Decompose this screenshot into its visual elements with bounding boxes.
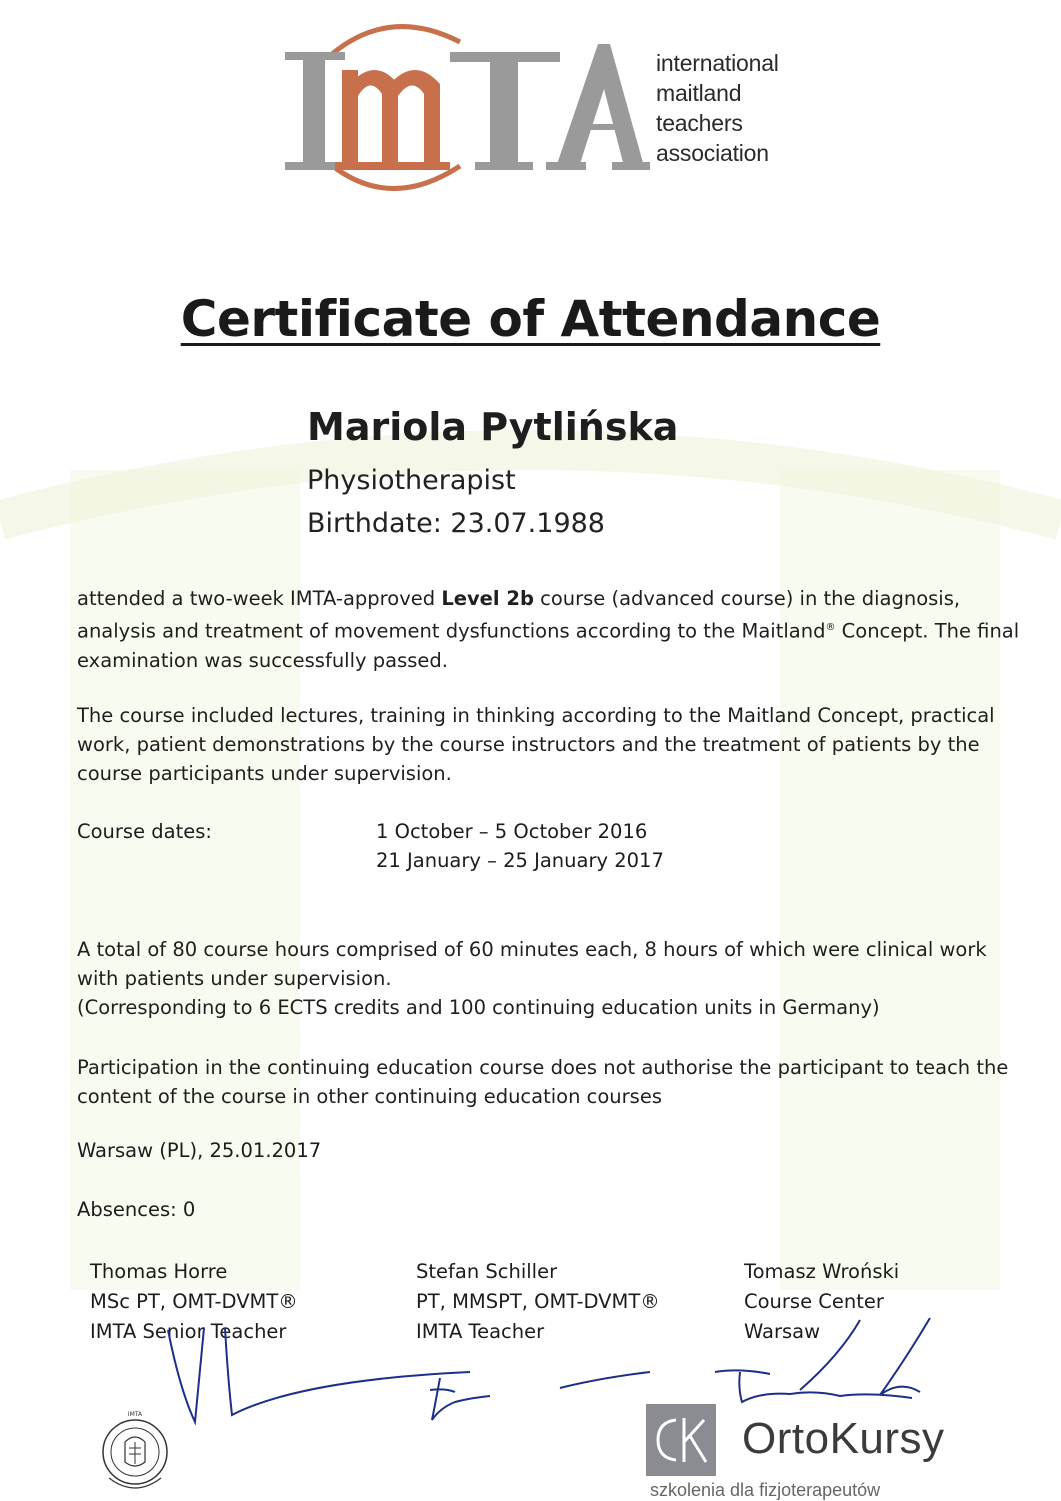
tagline-line: association xyxy=(656,140,769,166)
participation-notice xyxy=(77,1053,1022,1111)
signatory-name: Thomas Horre xyxy=(90,1260,228,1283)
logo-tagline xyxy=(656,48,779,168)
course-content-paragraph xyxy=(77,701,1022,788)
signatory-title: PT, MMSPT, OMT-DVMT® xyxy=(416,1290,660,1313)
imta-seal xyxy=(95,1408,175,1500)
course-dates-label: Course dates: xyxy=(77,820,212,843)
participation-text: Participation in the continuing education course does not authorise the participant to teach the content of the course in other continuing education courses xyxy=(77,1056,1009,1108)
signatory-title: MSc PT, OMT-DVMT® xyxy=(90,1290,298,1313)
course-hours-paragraph xyxy=(77,935,1022,1022)
signatory-role: IMTA Senior Teacher xyxy=(90,1320,287,1343)
recipient-profession: Physiotherapist xyxy=(307,465,516,496)
signatory-role: IMTA Teacher xyxy=(416,1320,545,1343)
ortokursy-logo xyxy=(646,1404,966,1500)
course-content-text: The course included lectures, training in thinking according to the Maitland Concept, practical work, patient demonstrations by the course instructors and the treatment of patients by the course participants under supervision. xyxy=(77,704,995,785)
tagline-line: maitland xyxy=(656,80,742,106)
tagline-line: teachers xyxy=(656,110,743,136)
signatory-title: Course Center xyxy=(744,1290,884,1313)
registered-mark: ® xyxy=(825,622,836,633)
imta-logo xyxy=(280,14,800,204)
desc-text: course (advanced course) in the diagnosis, analysis and treatment of movement dysfunctions according to the Maitland xyxy=(77,587,961,643)
course-date: 21 January – 25 January 2017 xyxy=(376,849,664,872)
signatory-role: Warsaw xyxy=(744,1320,821,1343)
course-date: 1 October – 5 October 2016 xyxy=(376,820,648,843)
absences: Absences: 0 xyxy=(77,1198,196,1221)
ortokursy-name: OrtoKursy xyxy=(742,1414,945,1463)
signature-horre xyxy=(168,1328,470,1422)
ortokursy-tagline: szkolenia dla fizjoterapeutów xyxy=(650,1480,881,1500)
course-description xyxy=(77,584,1022,675)
course-hours-text: A total of 80 course hours comprised of 60 minutes each, 8 hours of which were clinical work with patients under supervision. xyxy=(77,938,987,990)
ects-text: (Corresponding to 6 ECTS credits and 100 continuing education units in Germany) xyxy=(77,996,880,1019)
signatory-name: Stefan Schiller xyxy=(416,1260,558,1283)
recipient-birthdate: Birthdate: 23.07.1988 xyxy=(307,508,605,539)
ortokursy-letters-graphic xyxy=(646,1404,716,1476)
ortokursy-mark xyxy=(646,1404,716,1476)
signature-schiller xyxy=(430,1372,650,1420)
course-dates-list xyxy=(376,817,664,875)
course-level: Level 2b xyxy=(441,587,534,610)
desc-text: Concept. The final examination was successfully passed. xyxy=(77,619,1020,672)
certificate-title: Certificate of Attendance xyxy=(180,290,881,348)
imta-logo-mark xyxy=(280,14,650,204)
signature-wronski xyxy=(715,1318,930,1402)
signatory-name: Tomasz Wroński xyxy=(744,1260,900,1283)
recipient-name: Mariola Pytlińska xyxy=(307,405,679,449)
seal-top-text: IMTA xyxy=(127,1411,143,1418)
place-and-date: Warsaw (PL), 25.01.2017 xyxy=(77,1139,322,1162)
tagline-line: international xyxy=(656,50,779,76)
desc-text: attended a two-week IMTA-approved xyxy=(77,587,442,610)
